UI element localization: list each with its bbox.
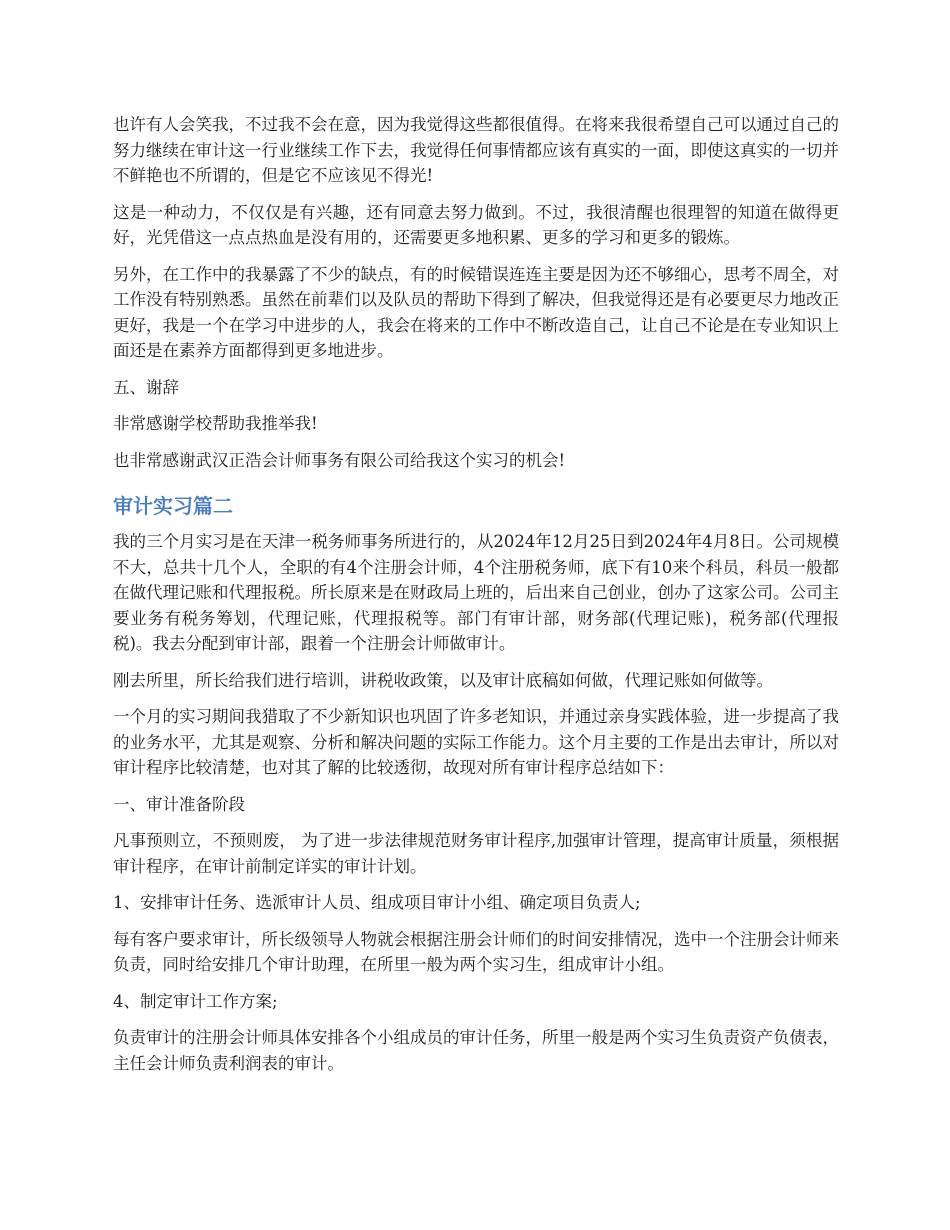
section-title-acknowledgements: 五、谢辞 bbox=[113, 377, 179, 397]
paragraph: 刚去所里，所长给我们进行培训，讲税收政策，以及审计底稿如何做，代理记账如何做等。 bbox=[113, 670, 773, 690]
list-item: 1、安排审计任务、选派审计人员、组成项目审计小组、确定项目负责人; bbox=[113, 893, 641, 912]
document-page bbox=[113, 112, 839, 1087]
article-heading: 审计实习篇二 bbox=[113, 494, 233, 518]
subsection-title: 一、审计准备阶段 bbox=[113, 794, 245, 814]
paragraph: 这是一种动力，不仅仅是有兴趣，还有同意去努力做到。不过，我很清醒也很理智的知道在做得更好，光凭借这一点点热血是没有用的，还需要更多地积累、更多的学习和更多的锻炼。 bbox=[113, 202, 839, 247]
paragraph: 也非常感谢武汉正浩会计师事务有限公司给我这个实习的机会! bbox=[113, 450, 566, 470]
paragraph: 凡事预则立，不预则废， 为了进一步法律规范财务审计程序,加强审计管理，提高审计质量，须根据审计程序，在审计前制定详实的审计计划。 bbox=[113, 831, 839, 876]
paragraph: 每有客户要求审计，所长级领导人物就会根据注册会计师们的时间安排情况，选中一个注册会计师来负责，同时给安排几个审计助理，在所里一般为两个实习生，组成审计小组。 bbox=[113, 929, 839, 974]
paragraph: 另外，在工作中的我暴露了不少的缺点，有的时候错误连连主要是因为还不够细心，思考不周全，对工作没有特别熟悉。虽然在前辈们以及队员的帮助下得到了解决，但我觉得还是有必要更尽力地改正更好，我是一个在学习中进步的人，我会在将来的工作中不断改造自己，让自己不论是在专业知识上面还是在素养方面都得到更多地进步。 bbox=[113, 264, 839, 360]
paragraph: 非常感谢学校帮助我推举我! bbox=[113, 414, 318, 433]
list-item: 4、制定审计工作方案; bbox=[113, 991, 278, 1011]
paragraph: 我的三个月实习是在天津一税务师事务所进行的，从2024年12月25日到2024年4月8日。公司规模不大，总共十几个人，全职的有4个注册会计师，4个注册税务师，底下有10来个科员，科员一般都在做代理记账和代理报税。所长原来是在财政局上班的，后出来自己创业，创办了这家公司。公司主要业务有税务筹划，代理记账，代理报税等。部门有审计部，财务部(代理记账)，税务部(代理报税)。我去分配到审计部，跟着一个注册会计师做审计。 bbox=[113, 532, 839, 653]
paragraph: 负责审计的注册会计师具体安排各个小组成员的审计任务，所里一般是两个实习生负责资产负债表，主任会计师负责利润表的审计。 bbox=[113, 1028, 839, 1073]
paragraph: 一个月的实习期间我猎取了不少新知识也巩固了许多老知识，并通过亲身实践体验，进一步提高了我的业务水平，尤其是观察、分析和解决问题的实际工作能力。这个月主要的工作是出去审计，所以对审计程序比较清楚，也对其了解的比较透彻，故现对所有审计程序总结如下： bbox=[113, 707, 839, 777]
paragraph: 也许有人会笑我，不过我不会在意，因为我觉得这些都很值得。在将来我很希望自己可以通过自己的努力继续在审计这一行业继续工作下去，我觉得任何事情都应该有真实的一面，即使这真实的一切并不鲜艳也不所谓的，但是它不应该见不得光! bbox=[113, 115, 839, 185]
